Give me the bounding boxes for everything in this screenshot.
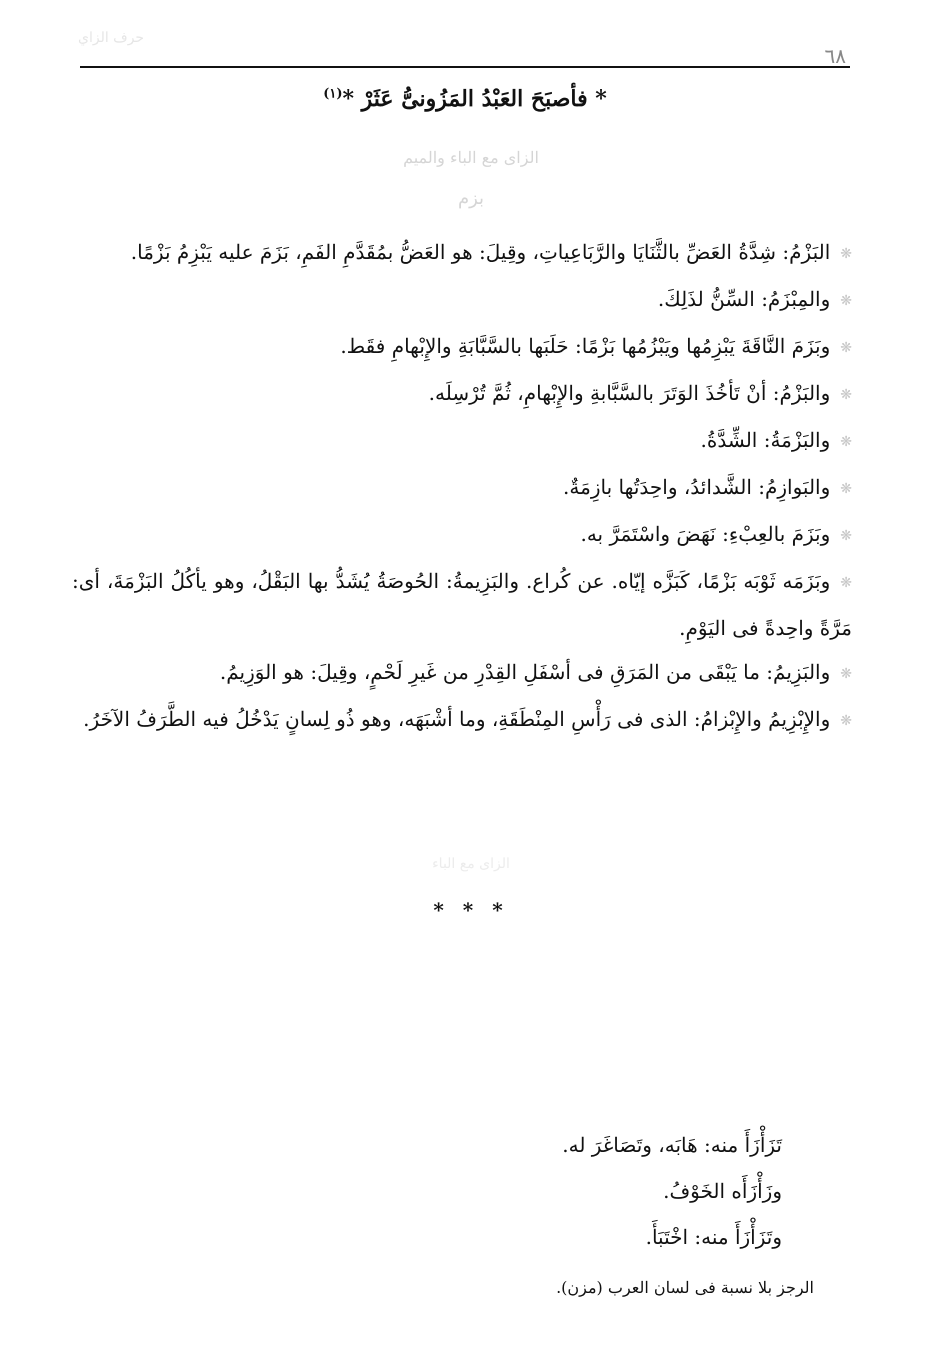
- entry-text: والبَزْمُ: أنْ تَأخُذَ الوَتَرَ بالسَّبَّابةِ والإِبْهامِ، ثُمَّ تُرْسِلَه.: [428, 381, 831, 405]
- entry-4: [72, 371, 852, 418]
- footnote-line-1: تَزَأْزَأَ منه: هَابَه، وتَصَاغَرَ له.: [562, 1133, 782, 1157]
- header-rule: [80, 66, 850, 68]
- entry-10: [72, 697, 852, 744]
- entry-bullet-icon: ❋: [840, 246, 852, 262]
- entry-text: والبَوازِمُ: الشَّدائدُ، واحِدَتُها بازِمَةٌ.: [563, 475, 831, 499]
- faded-section-heading: الزاى مع الباء والميم: [403, 148, 539, 167]
- entry-bullet-icon: ❋: [840, 434, 852, 450]
- entry-text: وبَزَمَ النَّاقَةَ يَبْزِمُها ويَبْزُمُها بَزْمًا: حَلَبَها بالسَّبَّابَةِ والإِبْهامِ فقَط.: [340, 334, 831, 358]
- entry-3: [72, 324, 852, 371]
- entry-2: [72, 277, 852, 324]
- section-divider: * * *: [433, 898, 509, 922]
- entry-9: [72, 650, 852, 697]
- footnote-line-3: وتَزَأْزَأَ منه: اخْتَبَأَ.: [645, 1225, 782, 1249]
- entry-text: البَزْمُ: شِدَّةُ العَضِّ بالثَّنَايَا والرَّبَاعِياتِ، وقِيلَ: هو العَضُّ بمُقَدَّمِ الفَمِ، بَزَمَ عليه يَبْزِمُ بَزْمًا.: [130, 240, 831, 264]
- entry-text: والمِبْزَمُ: السِّنُّ لذَلِكَ.: [657, 287, 831, 311]
- verse-footnote-marker: (١): [323, 86, 343, 102]
- entry-text: والإِبْزِيمُ والإِبْزامُ: الذى فى رَأْسِ المِنْطَقَةِ، وما أشْبَهَه، وهو ذُو لِسانٍ يَدْخُلُ فيه الطَّرَفُ الآخَرُ.: [83, 707, 831, 731]
- page-number: ٦٨: [824, 44, 846, 68]
- entry-bullet-icon: ❋: [840, 666, 852, 682]
- entry-bullet-icon: ❋: [840, 528, 852, 544]
- verse-text: * فأصبَحَ العَبْدُ المَزُونىُّ عَثَرْ *: [342, 86, 607, 112]
- faded-bleed-through-line: الزاى مع الباء: [432, 856, 510, 872]
- entry-8: [72, 559, 852, 650]
- entry-bullet-icon: ❋: [840, 713, 852, 729]
- faded-root-heading: بزم: [457, 188, 485, 209]
- entry-text: وبَزَمَ بالعِبْءِ: نَهَضَ واسْتَمَرَّ به.: [580, 522, 831, 546]
- entry-bullet-icon: ❋: [840, 293, 852, 309]
- entry-6: [72, 465, 852, 512]
- entry-5: [72, 418, 852, 465]
- entry-bullet-icon: ❋: [840, 481, 852, 497]
- entry-text: والبَزْمَةُ: الشِّدَّةُ.: [700, 428, 831, 452]
- entry-bullet-icon: ❋: [840, 340, 852, 356]
- entry-7: [72, 512, 852, 559]
- entry-bullet-icon: ❋: [840, 575, 852, 591]
- footnote-line-2: وزَأْزَأَه الخَوْفُ.: [663, 1179, 782, 1203]
- entry-bullet-icon: ❋: [840, 387, 852, 403]
- dictionary-entries: [72, 230, 852, 744]
- verse-title: [80, 86, 850, 112]
- entry-1: [72, 230, 852, 277]
- entry-text: والبَزِيمُ: ما يَبْقَى من المَرَقِ فى أسْفَلِ القِدْرِ من غَيرِ لَحْمٍ، وقِيلَ: هو الوَزِيمُ.: [219, 660, 831, 684]
- running-head: حرف الزاي: [78, 30, 145, 46]
- entry-text: وبَزَمَه ثَوْبَه بَزْمًا، كَبَزَّه إيّاه. عن كُراع. والبَزِيمةُ: الحُوصَةُ يُشَدُّ بها البَقْلُ، وهو يأكُلُ البَزْمَةَ، أى: مَرَّةً واحِدةً فى اليَوْمِ.: [72, 569, 852, 640]
- footnote-block: [322, 1122, 782, 1260]
- footnote-reference: الرجز بلا نسبة فى لسان العرب (مزن).: [556, 1278, 814, 1297]
